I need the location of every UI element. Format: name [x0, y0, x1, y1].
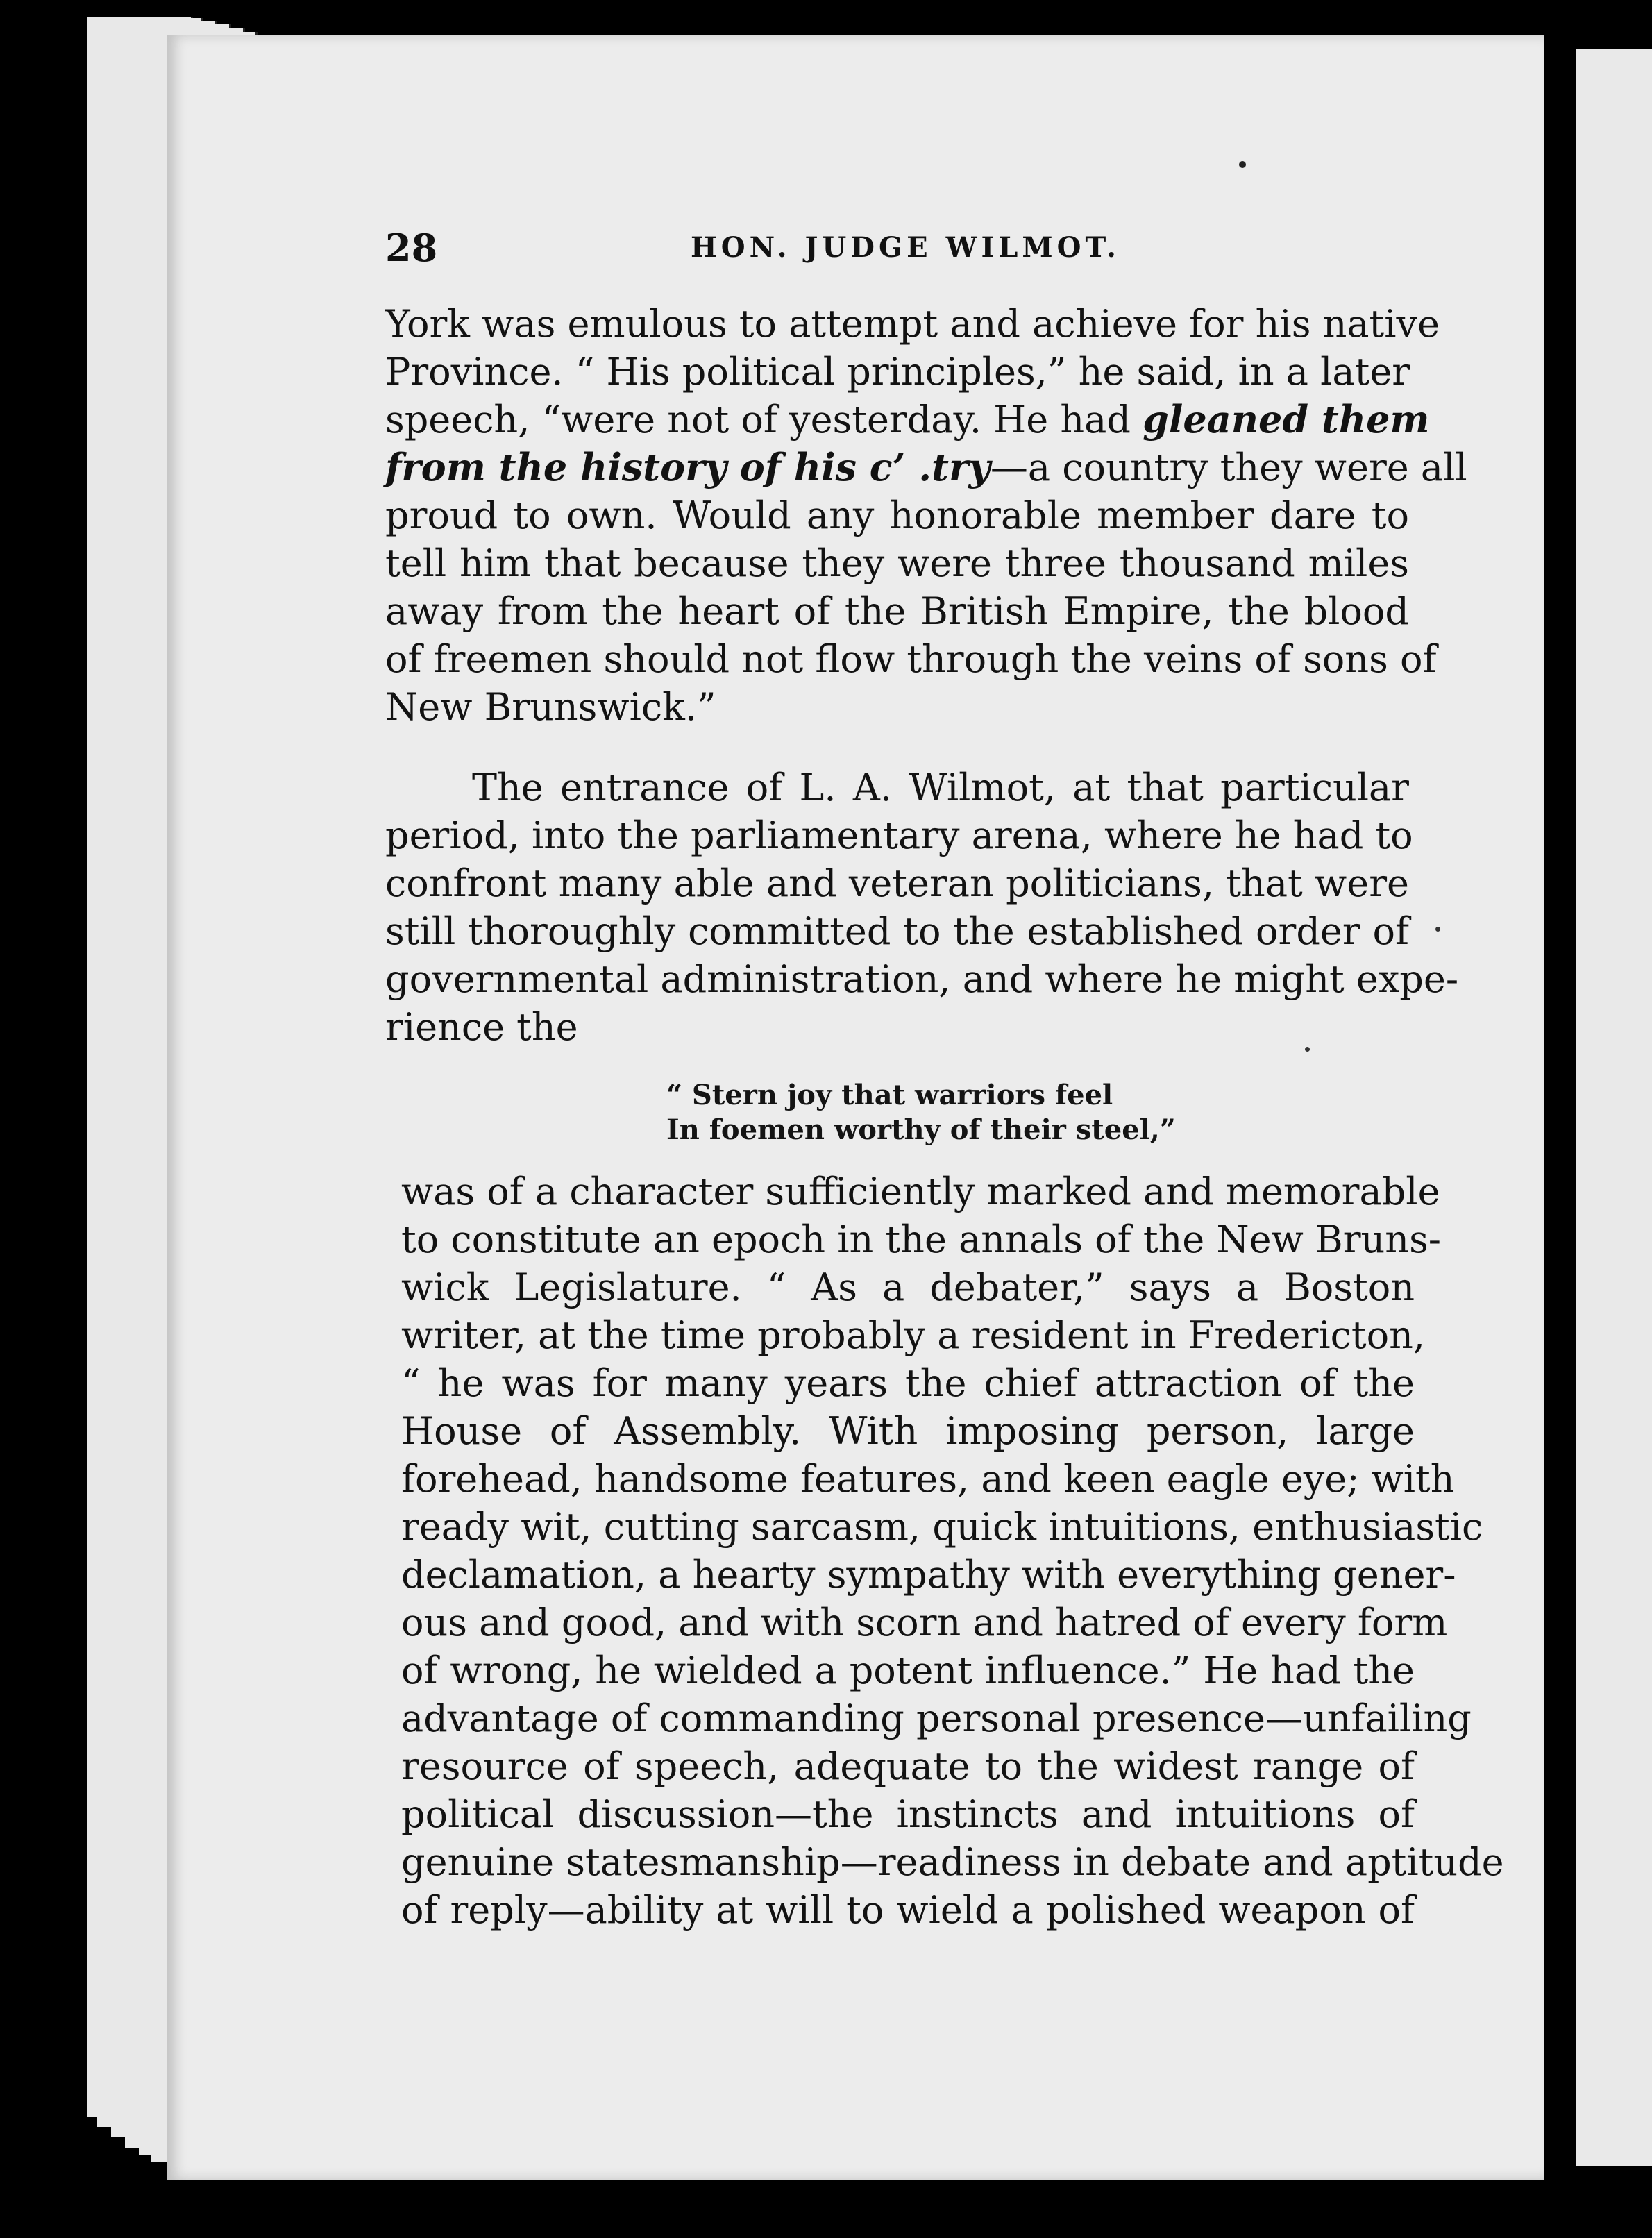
- text-line: York was emulous to attempt and achieve for his native: [385, 302, 1440, 346]
- text-line: declamation, a hearty sympathy with everything gener-: [401, 1553, 1456, 1597]
- text-line: governmental administration, and where he might expe-: [385, 957, 1459, 1001]
- text-line: New Brunswick.”: [385, 685, 716, 729]
- text-line: rience the: [385, 1005, 578, 1049]
- text-line: forehead, handsome features, and keen eagle eye; with: [401, 1457, 1455, 1501]
- text-line: [385, 396, 1430, 444]
- text-line: tell him that because they were three thousand miles: [385, 541, 1409, 585]
- text-line: of reply—ability at will to wield a polished weapon of: [401, 1888, 1415, 1932]
- text-line: ready wit, cutting sarcasm, quick intuitions, enthusiastic: [401, 1505, 1483, 1549]
- text-line: “ he was for many years the chief attraction of the: [401, 1361, 1415, 1405]
- page-number: 28: [385, 226, 438, 270]
- text-line: period, into the parliamentary arena, where he had to: [385, 814, 1413, 857]
- text-line: political discussion—the instincts and intuitions of: [401, 1792, 1415, 1836]
- text-line: House of Assembly. With imposing person, large: [401, 1409, 1415, 1453]
- text-line: ous and good, and with scorn and hatred of every form: [401, 1601, 1448, 1644]
- verse-quotation: [666, 1078, 1176, 1147]
- text-line: confront many able and veteran politicians, that were: [385, 861, 1409, 905]
- text-line: of freemen should not flow through the veins of sons of: [385, 637, 1437, 681]
- text-line: to constitute an epoch in the annals of the New Bruns-: [401, 1218, 1442, 1261]
- text-line: writer, at the time probably a resident in Fredericton,: [401, 1313, 1426, 1357]
- text-line: was of a character sufficiently marked and memorable: [401, 1170, 1440, 1213]
- ink-speck: [1435, 927, 1440, 932]
- text-line: of wrong, he wielded a potent influence.” He had the: [401, 1649, 1415, 1692]
- text-line: away from the heart of the British Empire, the blood: [385, 589, 1409, 633]
- page-header: [385, 226, 1399, 270]
- book-gutter: [1558, 0, 1576, 2238]
- text-line: wick Legislature. “ As a debater,” says a Boston: [401, 1265, 1415, 1309]
- paragraph-3: [401, 1168, 1504, 1934]
- paragraph-2: [385, 764, 1459, 1051]
- paragraph-1: [385, 300, 1467, 731]
- italic-text: gleaned them: [1143, 397, 1430, 441]
- italic-text: from the history of his c’ .try: [385, 445, 991, 489]
- quote-line: “ Stern joy that warriors feel: [666, 1079, 1113, 1111]
- text-line: still thoroughly committed to the established order of: [385, 909, 1409, 953]
- text-line: Province. “ His political principles,” he said, in a later: [385, 350, 1410, 394]
- text-line: advantage of commanding personal presence—unfailing: [401, 1697, 1472, 1740]
- facing-page-edge: [1576, 49, 1652, 2166]
- running-title: HON. JUDGE WILMOT.: [691, 231, 1120, 264]
- text-span: —a country they were all: [990, 446, 1467, 489]
- quote-line: In foemen worthy of their steel,”: [666, 1113, 1176, 1146]
- text-line: [385, 444, 1467, 491]
- ink-speck: [1305, 1047, 1310, 1052]
- text-span: speech, “were not of yesterday. He had: [385, 398, 1143, 441]
- text-line: genuine statesmanship—readiness in debate and aptitude: [401, 1840, 1504, 1884]
- text-line: The entrance of L. A. Wilmot, at that particular: [472, 766, 1409, 809]
- ink-speck: [1239, 161, 1246, 168]
- text-line: proud to own. Would any honorable member dare to: [385, 494, 1409, 537]
- text-line: resource of speech, adequate to the widest range of: [401, 1744, 1415, 1788]
